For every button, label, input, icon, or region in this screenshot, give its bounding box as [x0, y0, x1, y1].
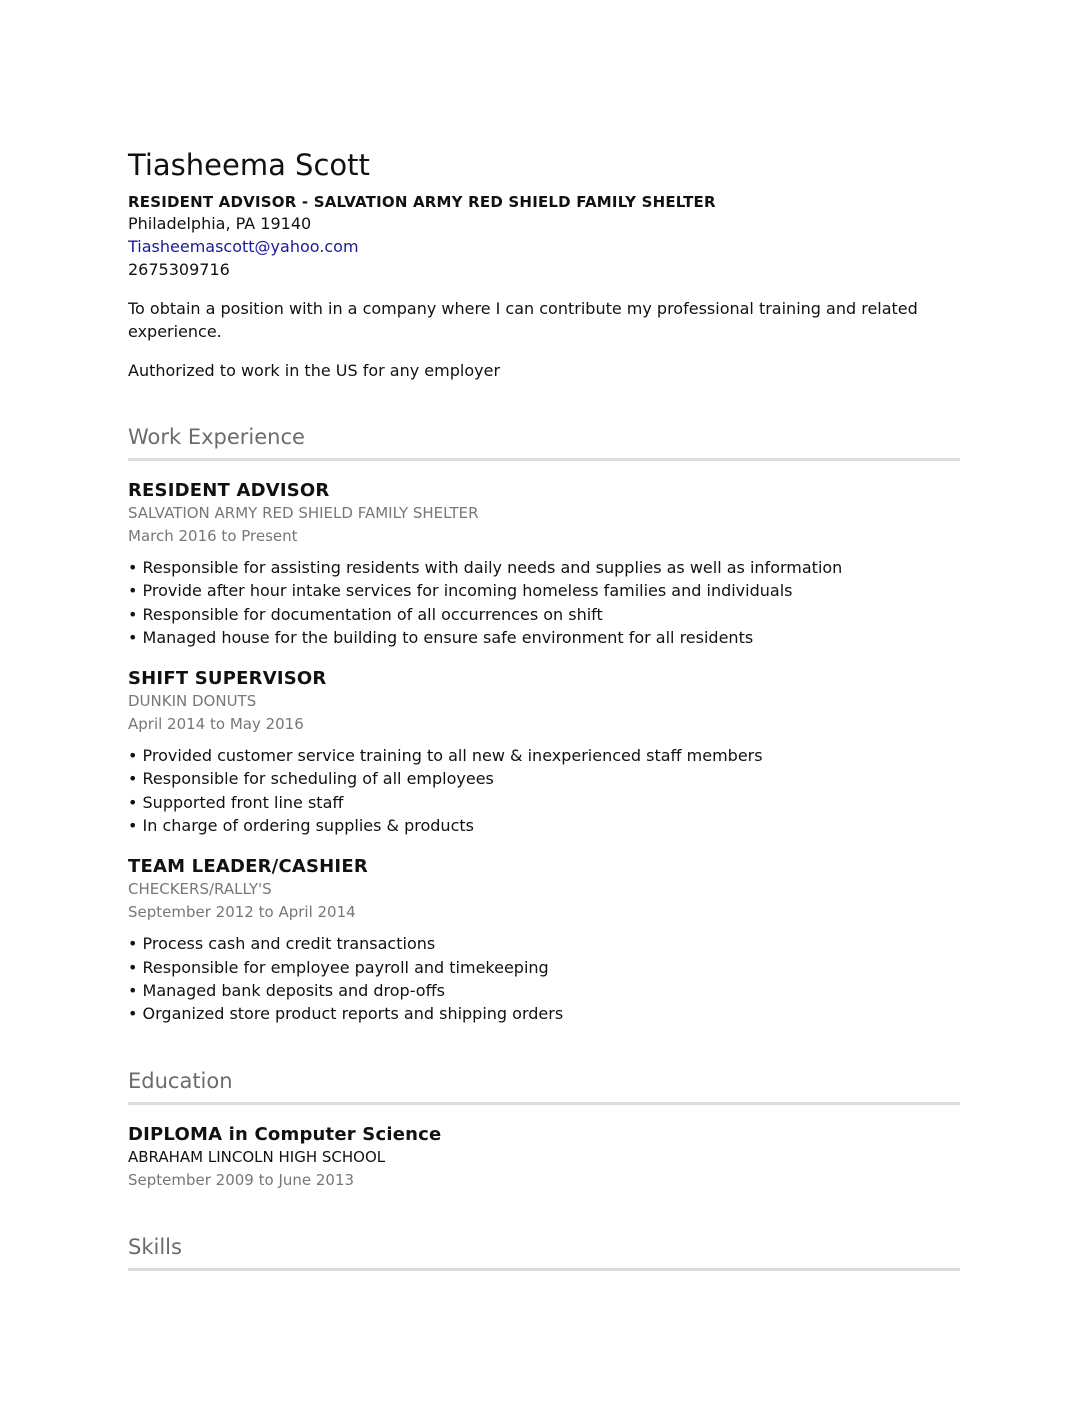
job-bullet: • Responsible for assisting residents with daily needs and supplies as well as information — [128, 558, 843, 577]
job-title: TEAM LEADER/CASHIER — [128, 856, 368, 878]
job-bullet: • Supported front line staff — [128, 792, 344, 812]
resume-page — [128, 146, 960, 1271]
job-bullet: • Responsible for documentation of all occurrences on shift — [128, 604, 603, 624]
education-section — [128, 1066, 960, 1192]
job-bullet: • Managed bank deposits and drop-offs — [128, 980, 445, 1000]
job-company: CHECKERS/RALLY'S — [128, 880, 272, 899]
job-dates: March 2016 to Present — [128, 527, 298, 545]
job-bullet: • Provide after hour intake services for incoming homeless families and individuals — [128, 581, 793, 601]
job-dates: September 2012 to April 2014 — [128, 903, 356, 922]
job-bullet: • Responsible for employee payroll and timekeeping — [128, 957, 549, 977]
education-entry — [128, 1123, 960, 1192]
skills-section — [128, 1232, 960, 1271]
job-company: DUNKIN DONUTS — [128, 692, 257, 711]
job-bullet: • Provided customer service training to all new & inexperienced staff members — [128, 746, 763, 766]
summary-text: To obtain a position with in a company where I can contribute my professional training and related experience. — [128, 299, 918, 341]
job-entry — [128, 667, 960, 837]
job-bullet: • Responsible for scheduling of all employees — [128, 769, 494, 789]
section-title-work: Work Experience — [128, 422, 960, 461]
job-company: SALVATION ARMY RED SHIELD FAMILY SHELTER — [128, 504, 479, 522]
job-title: SHIFT SUPERVISOR — [128, 668, 327, 690]
education-degree: DIPLOMA in Computer Science — [128, 1123, 442, 1145]
section-title-education: Education — [128, 1066, 960, 1105]
candidate-email-link[interactable]: Tiasheemascott@yahoo.com — [128, 237, 359, 256]
candidate-headline: RESIDENT ADVISOR - SALVATION ARMY RED SHIELD FAMILY SHELTER — [128, 193, 716, 211]
job-title: RESIDENT ADVISOR — [128, 480, 330, 501]
job-bullet: • In charge of ordering supplies & products — [128, 816, 474, 836]
job-entry — [128, 855, 960, 1025]
job-dates: April 2014 to May 2016 — [128, 715, 304, 734]
job-bullets — [128, 744, 960, 837]
candidate-phone: 2675309716 — [128, 260, 230, 279]
candidate-location: Philadelphia, PA 19140 — [128, 214, 312, 233]
job-bullets — [128, 932, 960, 1025]
education-dates: September 2009 to June 2013 — [128, 1170, 355, 1189]
work-experience-section — [128, 422, 960, 1026]
job-entry — [128, 479, 960, 649]
job-bullets — [128, 556, 960, 649]
candidate-name: Tiasheema Scott — [128, 148, 370, 182]
education-school: ABRAHAM LINCOLN HIGH SCHOOL — [128, 1147, 386, 1166]
work-authorization: Authorized to work in the US for any employer — [128, 361, 501, 380]
job-bullet: • Process cash and credit transactions — [128, 934, 436, 954]
job-bullet: • Organized store product reports and shipping orders — [128, 1004, 564, 1024]
section-title-skills: Skills — [128, 1232, 960, 1271]
job-bullet: • Managed house for the building to ensure safe environment for all residents — [128, 627, 754, 647]
